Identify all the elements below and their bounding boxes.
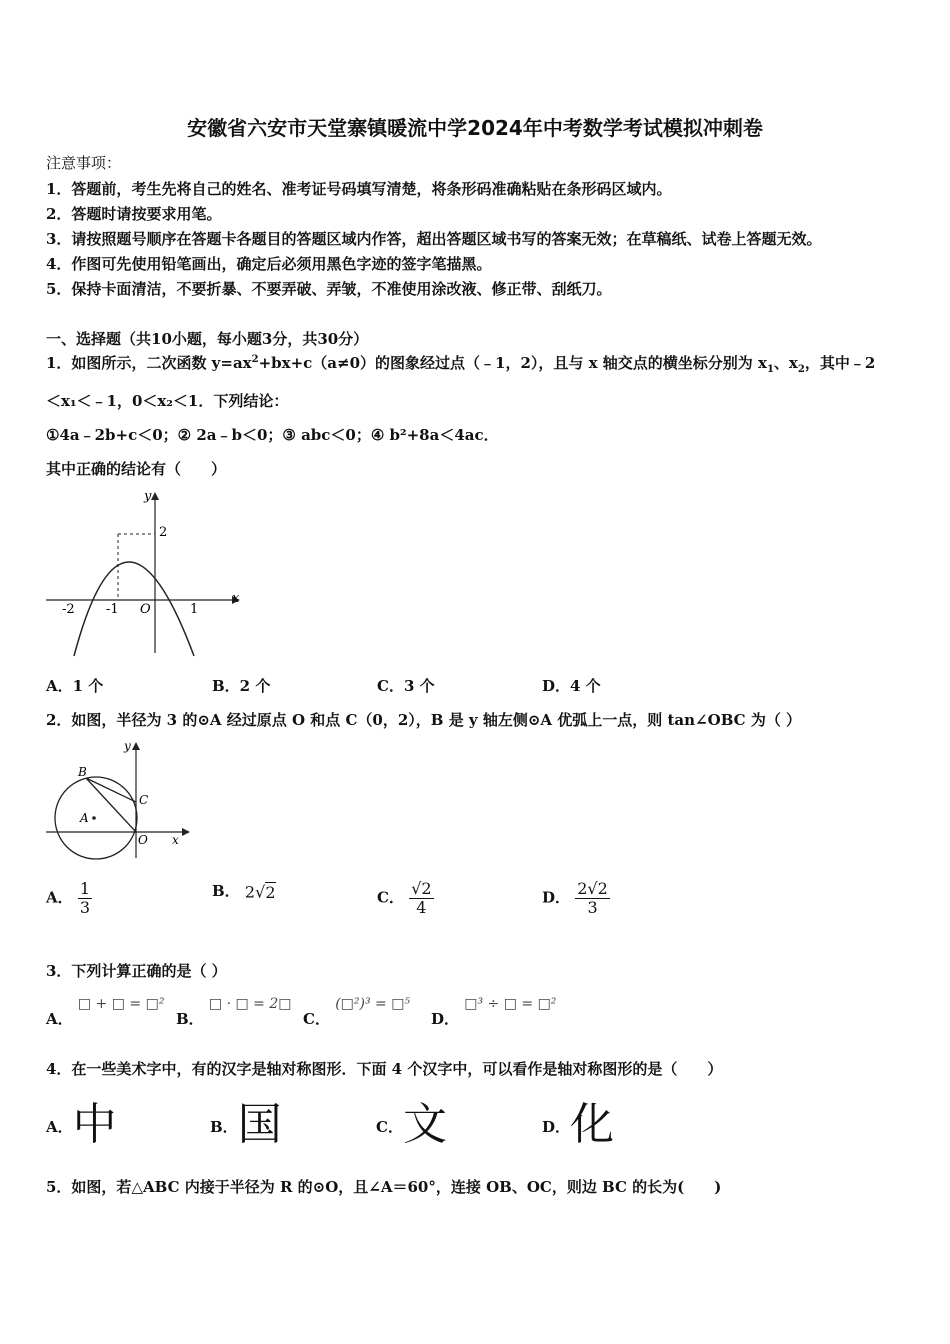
- q3-option-b[interactable]: B． □ · □ = 2□: [176, 996, 292, 1028]
- fraction: $\frac{1}{3}$: [79, 879, 91, 917]
- q2-stem: 2．如图，半径为 3 的⊙A 经过原点 O 和点 C（0，2），B 是 y 轴左侧⊙A 优弧上一点，则 tan∠OBC 为（ ）: [46, 711, 802, 729]
- y-axis-arrow-icon: [132, 742, 140, 750]
- char-hua: 化: [570, 1099, 615, 1150]
- char-wen: 文: [402, 1099, 447, 1150]
- note-item-3: 3．请按照题号顺序在答题卡各题目的答题区域内作答，超出答题区域书写的答案无效；在草稿纸、试卷上答题无效。: [46, 230, 822, 248]
- tick-one-label: 1: [190, 602, 199, 617]
- q4-option-a[interactable]: A．中: [46, 1099, 117, 1150]
- q3-option-d[interactable]: D． □³ ÷ □ = □²: [431, 996, 557, 1028]
- q4-option-d[interactable]: D．化: [542, 1099, 615, 1150]
- fraction: $\frac{√2}{4}$: [411, 879, 432, 917]
- q3-stem: 3．下列计算正确的是（ ）: [46, 962, 227, 980]
- q2-option-b[interactable]: B． 2√2: [212, 882, 276, 902]
- segment-bc: [86, 778, 136, 802]
- note-item-2: 2．答题时请按要求用笔。: [46, 205, 222, 223]
- q4-option-b[interactable]: B．国: [210, 1099, 282, 1150]
- point-b-label: B: [78, 765, 87, 779]
- point-a-label: A: [80, 811, 89, 825]
- q1-option-a[interactable]: A．1 个: [46, 677, 104, 695]
- q1-option-c[interactable]: C．3 个: [377, 677, 435, 695]
- q2-option-c[interactable]: C． $\frac{√2}{4}$: [377, 879, 432, 917]
- q4-option-c[interactable]: C．文: [376, 1099, 447, 1150]
- note-item-5: 5．保持卡面清洁，不要折暴、不要弄破、弄皱，不准使用涂改液、修正带、刮纸刀。: [46, 280, 612, 298]
- note-item-1: 1．答题前，考生先将自己的姓名、准考证号码填写清楚，将条形码准确粘贴在条形码区域内。: [46, 180, 672, 198]
- notes-heading: 注意事项：: [46, 154, 122, 172]
- tick-neg1-label: -1: [106, 602, 119, 617]
- page-title: 安徽省六安市天堂寨镇暖流中学2024年中考数学考试模拟冲刺卷: [187, 116, 763, 140]
- origin-label: O: [140, 602, 151, 617]
- x-axis-arrow-icon: [182, 828, 190, 836]
- fraction: $\frac{2√2}{3}$: [577, 879, 608, 917]
- q2-option-d[interactable]: D． $\frac{2√2}{3}$: [542, 879, 608, 917]
- char-zhong: 中: [72, 1099, 117, 1150]
- section-heading: 一、选择题（共10小题，每小题3分，共30分）: [46, 330, 369, 348]
- center-point: [92, 816, 96, 820]
- char-guo: 国: [237, 1099, 282, 1150]
- x-label: x: [232, 591, 240, 606]
- y-value-two-label: 2: [159, 525, 168, 540]
- x-label: x: [172, 833, 179, 847]
- q1-parabola-graph: [44, 488, 244, 658]
- q2-option-a[interactable]: A． $\frac{1}{3}$: [46, 879, 91, 917]
- q1-stem-line3: ①4a﹣2b+c＜0；② 2a﹣b＜0；③ abc＜0；④ b²+8a＜4ac．: [46, 426, 499, 444]
- y-label: y: [144, 489, 152, 504]
- note-item-4: 4．作图可先使用铅笔画出，确定后必须用黑色字迹的签字笔描黑。: [46, 255, 492, 273]
- point-c-label: C: [139, 793, 149, 807]
- q1-stem-line2: ＜x₁＜﹣1，0＜x₂＜1．下列结论：: [46, 392, 289, 410]
- q1-stem-line4: 其中正确的结论有（ ）: [46, 460, 227, 478]
- q5-stem: 5．如图，若△ABC 内接于半径为 R 的⊙O，且∠A＝60°，连接 OB、OC，则边 BC 的长为( ): [46, 1178, 722, 1196]
- y-axis-arrow-icon: [151, 492, 159, 500]
- origin-label: O: [138, 833, 148, 847]
- segment-bo: [86, 778, 136, 832]
- q1-stem-line1: 1．如图所示，二次函数 $y=ax^2+bx+c(a\ne 0)$的图象经过点（﹣1，2），且与 x 轴交点的横坐标分别为 $x_1$、$x_2$，其中﹣2: [46, 354, 876, 375]
- tick-neg2-label: -2: [62, 602, 75, 617]
- q1-option-d[interactable]: D．4 个: [542, 677, 601, 695]
- y-label: y: [124, 739, 131, 753]
- q3-option-c[interactable]: C． (□²)³ = □⁵: [303, 996, 411, 1028]
- q2-circle-graph: [44, 738, 194, 863]
- q4-stem: 4．在一些美术字中，有的汉字是轴对称图形．下面 4 个汉字中，可以看作是轴对称图形的是（ ）: [46, 1060, 723, 1078]
- parabola-curve: [74, 562, 194, 656]
- q3-option-a[interactable]: A． □ + □ = □²: [46, 996, 165, 1028]
- q1-option-b[interactable]: B．2 个: [212, 677, 271, 695]
